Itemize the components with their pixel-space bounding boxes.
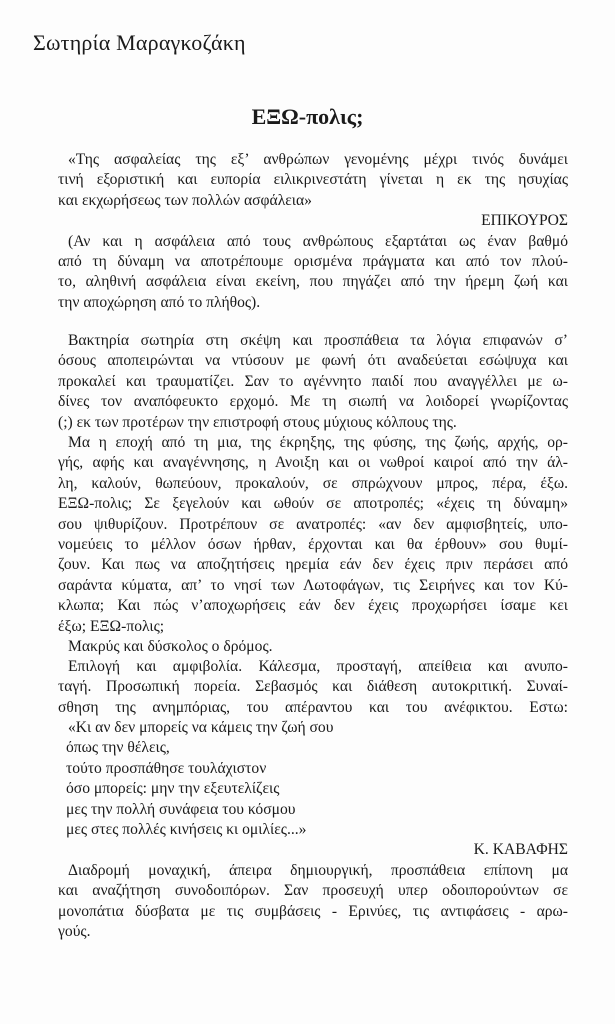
paragraph-line: σου ψιθυρίζουν. Προτρέπουν σε ανατροπές: «αν δεν αμφισβητείς, υπο- [58,515,568,533]
paragraph-line: γής, αφής και αναγέννησης, η Ανοιξη και οι νωθροί καιροί από την άλ- [58,454,568,472]
paragraph-line: μονοπάτια δύσβατα με τις συμβάσεις - Ερινύες, τις αντιφάσεις - αρω- [58,902,568,920]
paragraph-1 [58,331,568,433]
paragraph-line: νομεύεις το μέλλον όσων ήρθαν, έρχονται και θα έρθουν» σου θυμί- [58,536,568,554]
paragraph-2 [58,433,568,637]
quote-line: και εκχωρήσεως των πολλών ασφάλεια» [58,191,312,209]
poem-line: τούτο προσπάθησε τουλάχιστον [66,759,267,777]
quote-line: τινή εξοριστική και ευπορία ειλικρινεστάτη γίνεται η εκ της ησυχίας [58,171,568,189]
poem-line: μες στες πολλές κινήσεις κι ομιλίες...» [66,821,307,839]
quote-attribution: ΕΠΙΚΟΥΡΟΣ [481,212,568,230]
quote-line: «Της ασφαλείας της εξ’ ανθρώπων γενομένης μέχρι τινός δυνάμει [68,151,568,168]
translation-line: από τη δύναμη να αποτρέπουμε ορισμένα πράγματα και από τον πλού- [58,253,568,271]
paragraph-line: Βακτηρία σωτηρία στη σκέψη και προσπάθεια τα λόγια επιφανών σ’ [68,332,568,349]
paragraph-line: όσους αποπειρώνται να ντύσουν με φωνή ότι αναδεύεται εσώψυχα και [58,352,568,370]
poem-line: μες την πολλή συνάφεια του κόσμου [66,800,296,818]
paragraph-line: προκαλεί και τραυματίζει. Σαν το αγέννητο παιδί που αναγγέλλει με ω- [58,372,568,390]
article-title: ΕΞΩ-πολις; [251,104,364,129]
paragraph-line: ζουν. Και πως να αποζητήσεις ηρεμία εάν δεν έχεις πριν περάσει από [58,556,568,574]
paragraph-line: δίνες τον αναπόφευκτο ερχομό. Με τη σιωπή να λοιδορεί γνωρίζοντας [58,393,568,411]
paragraph-line: Διαδρομή μοναχική, άπειρα δημιουργική, προσπάθεια επίπονη μα [68,862,568,879]
paragraph-5 [58,861,568,943]
author-name: Σωτηρία Μαραγκοζάκη [33,30,246,55]
paragraph-line: σθηση της ανημπόριας, του απέραντου και του ανέφικτου. Εστω: [58,698,568,716]
paragraph-3 [58,637,568,657]
paragraph-line: και αναζήτηση συνοδοιπόρων. Σαν προσευχή υπερ οδοιπορούντων σε [58,882,568,900]
poem-attribution: Κ. ΚΑΒΑΦΗΣ [473,841,568,859]
paragraph-line: έξω; ΕΞΩ-πολις; [58,617,165,635]
paragraph-line: ΕΞΩ-πολις; Σε ξεγελούν και ωθούν σε αποτροπές; «έχεις τη δύναμη» [58,495,568,513]
epigraph-quote [58,150,568,313]
paragraph-line: Επιλογή και αμφιβολία. Κάλεσμα, προσταγή, απείθεια και ανυπο- [68,658,568,675]
paragraph-line: λη, καλούν, θωπεύουν, προκαλούν, σε σπρώχνουν μπρος, πέρα, έξω. [58,474,568,492]
paragraph-line: ταγή. Προσωπική πορεία. Σεβασμός και διάθεση αυτοκριτική. Συναί- [58,678,568,696]
translation-line: (Αν και η ασφάλεια από τους ανθρώπους εξαρτάται ως έναν βαθμό [68,232,568,250]
paragraph-line: κλωπα; Και πώς ν’αποχωρήσεις εάν δεν έχεις προχωρήσει ίσαμε κει [58,597,568,615]
translation-line: το, αληθινή ασφάλεια είναι εκείνη, που πηγάζει από την ήρεμη ζωή και [58,273,568,291]
paragraph-line: (;) εκ των προτέρων την επιστροφή στους μύχιους κόλπους της. [58,413,457,431]
paragraph-4 [58,657,568,718]
paragraph-line: Μα η εποχή από τη μια, της έκρηξης, της φύσης, της ζωής, αρχής, ορ- [68,434,568,451]
paragraph-line: γούς. [58,923,91,941]
poem-quote [58,718,568,861]
poem-line: όπως την θέλεις, [66,739,170,757]
paragraph-line: Μακρύς και δύσκολος ο δρόμος. [68,638,273,655]
poem-line: «Κι αν δεν μπορείς να κάμεις την ζωή σου [68,719,334,736]
translation-line: την αποχώρηση από το πλήθος). [58,293,261,311]
paragraph-line: σαράντα κύματα, απ’ το νησί των Λωτοφάγων, τις Σειρήνες και τον Κύ- [58,576,568,594]
poem-line: όσο μπορείς: μην την εξευτελίζεις [66,780,280,798]
